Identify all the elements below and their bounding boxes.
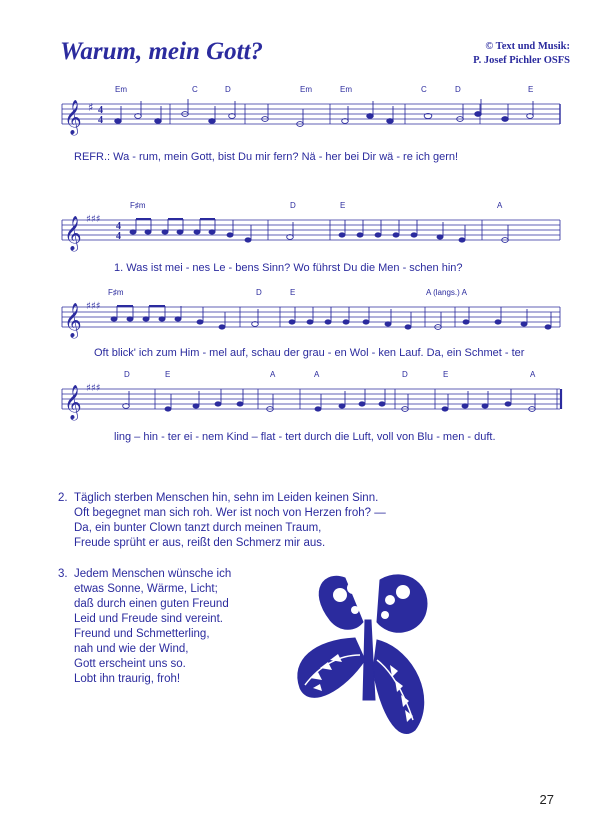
treble-clef-icon: 𝄞 (64, 303, 82, 338)
chord-symbol: Em (340, 85, 352, 94)
verse-line: Lobt ihn traurig, froh! (74, 673, 181, 685)
chord-symbol: Em (300, 85, 312, 94)
staff-system-1 (0, 80, 600, 160)
chord-row-4 (124, 370, 536, 379)
verse-line: Oft begegnet man sich roh. Wer ist noch von Herzen froh? — (74, 507, 386, 519)
chord-symbol: D (455, 85, 461, 94)
verse-line: Täglich sterben Menschen hin, sehn im Leiden keinen Sinn. (74, 492, 379, 504)
butterfly-illustration-icon (285, 560, 445, 750)
chord-symbol: F♯m (130, 201, 146, 210)
verse-line: daß durch einen guten Freund (74, 598, 229, 610)
lyrics-line-2: 1. Was ist mei - nes Le - bens Sinn? Wo führst Du die Men - schen hin? (114, 262, 463, 274)
chord-symbol: A (langs.) A (426, 288, 467, 297)
sharp-icon: ♯ (88, 101, 94, 114)
notes-row-1 (115, 99, 534, 126)
verse-line: Freude sprüht er aus, reißt den Schmerz mir aus. (74, 537, 326, 549)
verse-line: Gott erscheint uns so. (74, 658, 186, 670)
song-title: Warum, mein Gott? (60, 38, 264, 65)
chord-symbol: A (270, 370, 276, 379)
lyrics-line-3: Oft blick' ich zum Him - mel auf, schau der grau - en Wol - ken Lauf. Da, ein Schmet - ter (94, 347, 525, 359)
verse-line: Da, ein bunter Clown tanzt durch meinen Traum, (74, 522, 322, 534)
treble-clef-icon: 𝄞 (64, 385, 82, 420)
credit-line-2: P. Josef Pichler OSFS (473, 55, 570, 66)
treble-clef-icon: 𝄞 (64, 216, 82, 251)
chord-symbol: A (530, 370, 536, 379)
chord-symbol: E (290, 288, 296, 297)
chord-row-3 (108, 288, 468, 297)
key-signature-icon: ♯♯♯ (86, 214, 101, 225)
verse-2 (74, 491, 386, 551)
notes-row-4 (123, 389, 536, 411)
notes-row-2 (130, 219, 508, 242)
chord-symbol: C (192, 85, 198, 94)
chord-symbol: A (314, 370, 320, 379)
credit-line-1: © Text und Musik: (485, 41, 570, 52)
lyrics-line-4: ling – hin - ter ei - nem Kind – flat - tert durch die Luft, voll von Blu - men - duft. (114, 431, 496, 443)
key-signature-icon: ♯♯♯ (86, 383, 101, 394)
chord-symbol: D (124, 370, 130, 379)
time-signature-icon (98, 105, 103, 126)
chord-symbol: E (443, 370, 449, 379)
chord-symbol: F♯m (108, 288, 124, 297)
chord-symbol: C (421, 85, 427, 94)
chord-symbol: D (290, 201, 296, 210)
chord-symbol: Em (115, 85, 127, 94)
svg-text:4: 4 (98, 105, 103, 116)
lyrics-line-1: REFR.: Wa - rum, mein Gott, bist Du mir fern? Nä - her bei Dir wä - re ich gern! (74, 151, 459, 163)
verse-line: Freund und Schmetterling, (74, 628, 210, 640)
verse-line: Jedem Menschen wünsche ich (74, 568, 232, 580)
chord-row-2 (130, 201, 503, 210)
svg-text:4: 4 (116, 231, 121, 242)
verse-3-number: 3. (58, 568, 68, 580)
staff-lines (62, 220, 560, 240)
chord-symbol: A (497, 201, 503, 210)
chord-symbol: E (165, 370, 171, 379)
chord-symbol: D (225, 85, 231, 94)
chord-symbol: D (402, 370, 408, 379)
page-number: 27 (539, 792, 554, 807)
key-signature-icon: ♯♯♯ (86, 301, 101, 312)
treble-clef-icon: 𝄞 (64, 100, 82, 135)
chord-symbol: E (528, 85, 534, 94)
verse-2-number: 2. (58, 492, 68, 504)
chord-row-1 (115, 85, 533, 94)
chord-symbol: D (256, 288, 262, 297)
verse-line: nah und wie der Wind, (74, 643, 189, 655)
svg-text:4: 4 (98, 115, 103, 126)
svg-text:4: 4 (116, 221, 121, 232)
credits (440, 40, 570, 68)
verse-line: etwas Sonne, Wärme, Licht; (74, 583, 218, 595)
chord-symbol: E (340, 201, 346, 210)
verse-line: Leid und Freude sind vereint. (74, 613, 223, 625)
notes-row-3 (111, 306, 551, 329)
verse-3 (74, 567, 231, 687)
time-signature-icon (116, 221, 121, 242)
